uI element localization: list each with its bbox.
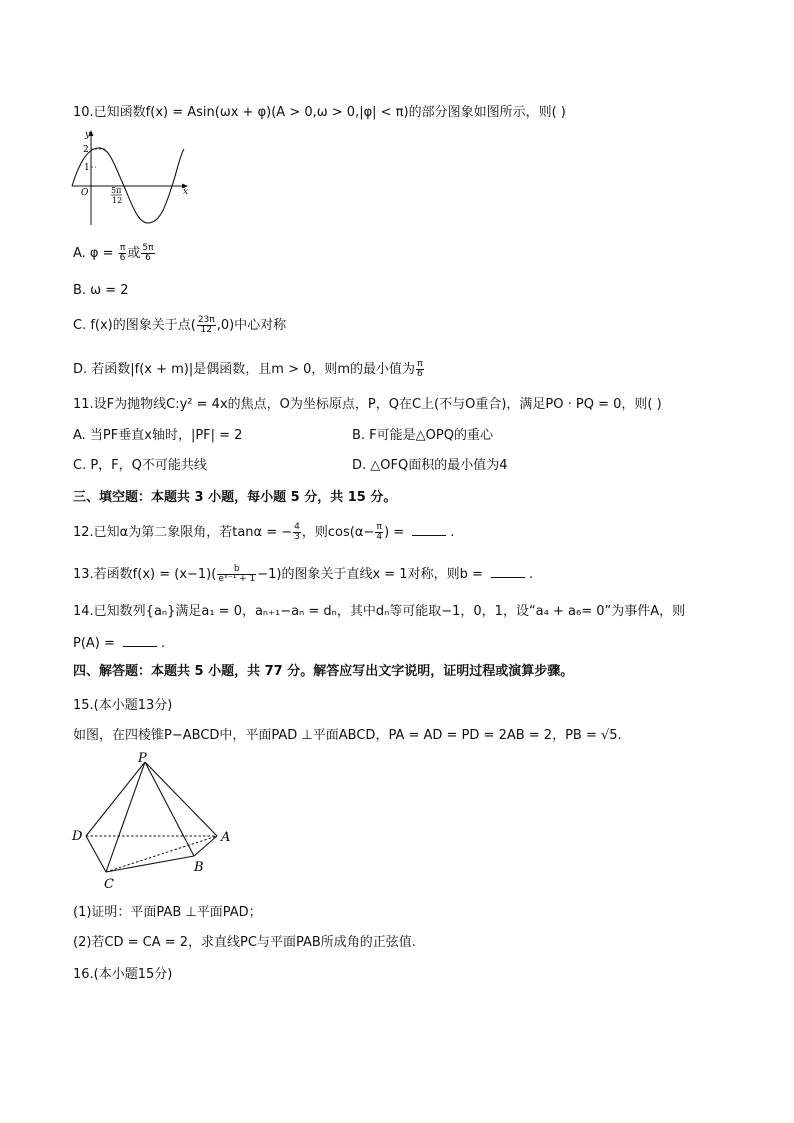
tick-1: 1 — [84, 163, 90, 173]
vertex-a: A — [221, 830, 231, 845]
q11-option-a: A. 当PF垂直x轴时，|PF| = 2 — [73, 428, 243, 443]
vertex-p: P — [138, 752, 147, 766]
tick-2: 2 — [83, 145, 89, 155]
answer-blank — [491, 565, 525, 578]
q15-stem: 如图，在四棱锥P−ABCD中，平面PAD ⊥平面ABCD，PA = AD = PD = 2AB = 2，PB = √5. — [73, 728, 622, 743]
q10-option-d: D. 若函数|f(x + m)|是偶函数，且m > 0，则m的最小值为 $\frac{\pi}{6}$ — [73, 359, 423, 379]
q11-stem: 11.设F为抛物线C:y² = 4x的焦点，O为坐标原点，P，Q在C上(不与O重合)，满足PO · PQ = 0，则( ) — [73, 397, 662, 412]
x-axis-label: x — [183, 187, 189, 197]
q16-header: 16.(本小题15分) — [73, 967, 173, 982]
sine-graph — [68, 127, 194, 227]
q14-line-2: P(A) = . — [73, 636, 166, 651]
q15-header: 15.(本小题13分) — [73, 698, 173, 713]
vertex-d: D — [72, 829, 83, 844]
x-tick-numerator: 5π — [111, 186, 122, 195]
q11-option-c: C. P，F，Q不可能共线 — [73, 458, 207, 473]
vertex-c: C — [104, 877, 114, 892]
q15-part-2: (2)若CD = CA = 2，求直线PC与平面PAB所成角的正弦值. — [73, 935, 416, 950]
q10-stem: 10.已知函数f(x) = Asin(ωx + φ)(A > 0,ω > 0,|φ| < π)的部分图象如图所示，则( ) — [73, 105, 566, 120]
q10-option-c: C. f(x)的图象关于点( $\frac{23\pi}{12}$ ,0)中心对称 — [73, 315, 287, 335]
section-4-heading: 四、解答题：本题共 5 小题，共 77 分。解答应写出文字说明，证明过程或演算步骤。 — [73, 664, 574, 679]
q11-option-d: D. △OFQ面积的最小值为4 — [352, 458, 508, 473]
sine-curve — [72, 148, 184, 223]
q14-line-1: 14.已知数列{aₙ}满足a₁ = 0，aₙ₊₁−aₙ = dₙ，其中dₙ等可能取−1，0，1，设“a₄ + a₆= 0”为事件A，则 — [73, 604, 686, 619]
answer-blank — [123, 634, 157, 647]
q15-part-1: (1)证明：平面PAB ⊥平面PAD； — [73, 905, 262, 920]
q12: 12.已知α为第二象限角，若tanα = − $\frac{4}{3}$ ，则cos(α− $\frac{\pi}{4}$ ) = . — [73, 522, 455, 542]
q11-option-b: B. F可能是△OPQ的重心 — [352, 428, 493, 443]
q10-option-a: A. φ = $\frac{\pi}{6}$ 或 $\frac{5\pi}{6}$ — [73, 243, 154, 263]
section-3-heading: 三、填空题：本题共 3 小题，每小题 5 分，共 15 分。 — [73, 490, 397, 505]
vertex-b: B — [194, 860, 204, 875]
pyramid-figure — [68, 752, 238, 894]
q13: 13.若函数f(x) = (x−1)( $\frac{b}{\text{eˣ⁻¹ + 1}}$ −1)的图象关于直线x = 1对称，则b = . — [73, 564, 534, 584]
q10-option-b: B. ω = 2 — [73, 283, 129, 298]
answer-blank — [412, 523, 446, 536]
y-axis-label: y — [85, 130, 91, 140]
origin-label: O — [81, 188, 89, 198]
x-tick-denominator: 12 — [112, 196, 123, 205]
